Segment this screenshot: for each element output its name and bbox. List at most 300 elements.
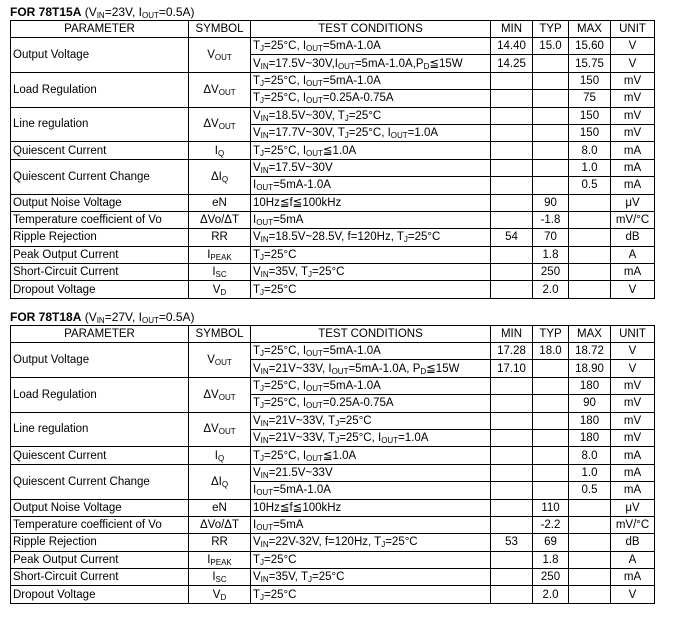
symbol-cell: ΔVo/ΔT <box>189 516 251 533</box>
max-cell: 180 <box>569 429 611 446</box>
unit-cell: V <box>611 281 655 298</box>
subscript: J <box>260 78 265 88</box>
max-cell <box>569 586 611 603</box>
parameter-cell: Output Noise Voltage <box>11 499 189 516</box>
typ-cell: 2.0 <box>533 586 569 603</box>
typ-cell: 250 <box>533 264 569 281</box>
unit-cell: V <box>611 586 655 603</box>
unit-cell: mV/°C <box>611 516 655 533</box>
min-cell <box>491 142 533 159</box>
max-cell <box>569 516 611 533</box>
max-cell: 180 <box>569 412 611 429</box>
max-cell <box>569 264 611 281</box>
conditions-cell: 10Hz≦f≦100kHz <box>251 194 491 211</box>
min-cell <box>491 569 533 586</box>
parameter-cell: Line regulation <box>11 107 189 142</box>
parameter-cell: Output Noise Voltage <box>11 194 189 211</box>
symbol-cell: eN <box>189 499 251 516</box>
unit-cell: A <box>611 246 655 263</box>
table-row <box>11 194 655 211</box>
max-cell: 0.5 <box>569 177 611 194</box>
conditions-cell: 10Hz≦f≦100kHz <box>251 499 491 516</box>
conditions-cell: $V_{IN}=21.5V\sim 33V$ <box>251 464 491 481</box>
unit-cell: mV <box>611 124 655 141</box>
table-row <box>11 447 655 464</box>
min-cell <box>491 177 533 194</box>
conditions-cell: $T_J=25^\circ C$, $I_{OUT}≦1.0A$ <box>251 447 491 464</box>
unit-cell: mA <box>611 177 655 194</box>
subscript: OUT <box>306 78 323 88</box>
subscript: OUT <box>214 52 232 62</box>
typ-cell: 2.0 <box>533 281 569 298</box>
table-row <box>11 586 655 603</box>
symbol-cell: $V_{OUT}$ <box>189 343 251 378</box>
subscript: J <box>260 287 265 297</box>
symbol-cell: $\Delta V_{OUT}$ <box>189 107 251 142</box>
subscript: PEAK <box>210 252 232 262</box>
typ-cell: 15.0 <box>533 38 569 55</box>
unit-cell: mV <box>611 90 655 107</box>
typ-cell: 90 <box>533 194 569 211</box>
symbol-cell: $\Delta V_{OUT}$ <box>189 377 251 412</box>
max-cell: 0.5 <box>569 482 611 499</box>
typ-cell: 110 <box>533 499 569 516</box>
max-cell <box>569 246 611 263</box>
subscript: IN <box>96 11 105 20</box>
conditions-cell: $T_J=25^\circ C$, $I_{OUT}≦1.0A$ <box>251 142 491 159</box>
parameter-cell: Output Voltage <box>11 38 189 73</box>
min-cell: 17.28 <box>491 343 533 360</box>
typ-cell <box>533 124 569 141</box>
subscript: D <box>420 366 427 376</box>
table-row <box>11 569 655 586</box>
header-conditions: TEST CONDITIONS <box>251 21 491 38</box>
min-cell: 53 <box>491 534 533 551</box>
subscript: OUT <box>141 316 159 325</box>
symbol-cell: $\Delta I_Q$ <box>189 159 251 194</box>
max-cell <box>569 211 611 228</box>
subscript: J <box>260 96 265 106</box>
unit-cell: mA <box>611 159 655 176</box>
unit-cell: mV <box>611 377 655 394</box>
conditions-cell: $T_J=25^\circ C$, $I_{OUT}=0.25A-0.75A$ <box>251 90 491 107</box>
section-title-conditions: ($V_{IN}=27V$, $I_{OUT}=0.5A$) <box>84 310 195 325</box>
subscript: J <box>381 540 386 550</box>
conditions-cell: $T_J=25^\circ C$, $I_{OUT}=0.25A-0.75A$ <box>251 395 491 412</box>
table-body <box>11 38 655 299</box>
subscript: J <box>260 383 265 393</box>
table-row <box>11 229 655 246</box>
header-row <box>11 21 655 38</box>
subscript: IN <box>96 316 105 325</box>
table-row <box>11 38 655 55</box>
table-row <box>11 281 655 298</box>
min-cell: 14.25 <box>491 55 533 72</box>
unit-cell: mV <box>611 429 655 446</box>
subscript: J <box>308 575 313 585</box>
max-cell: 1.0 <box>569 464 611 481</box>
min-cell <box>491 482 533 499</box>
max-cell <box>569 569 611 586</box>
parameter-cell: Dropout Voltage <box>11 586 189 603</box>
subscript: OUT <box>306 96 323 106</box>
subscript: IN <box>260 436 269 446</box>
conditions-cell: $V_{IN}=22V-32V$, f=120Hz, $T_J=25^\circ C$ <box>251 534 491 551</box>
max-cell <box>569 194 611 211</box>
subscript: D <box>220 287 227 297</box>
parameter-cell: Output Voltage <box>11 343 189 378</box>
typ-cell: 70 <box>533 229 569 246</box>
unit-cell: V <box>611 343 655 360</box>
conditions-cell: $V_{IN}=35V$, $T_J=25^\circ C$ <box>251 569 491 586</box>
subscript: OUT <box>256 218 274 228</box>
symbol-cell: $\Delta V_{OUT}$ <box>189 72 251 107</box>
parameter-cell: Load Regulation <box>11 377 189 412</box>
subscript: OUT <box>337 61 355 71</box>
subscript: OUT <box>306 349 323 359</box>
subscript: OUT <box>256 183 274 193</box>
subscript: OUT <box>381 436 399 446</box>
conditions-cell: $V_{IN}=35V$, $T_J=25^\circ C$ <box>251 264 491 281</box>
table-row <box>11 499 655 516</box>
max-cell: 18.90 <box>569 360 611 377</box>
min-cell <box>491 447 533 464</box>
unit-cell: V <box>611 38 655 55</box>
subscript: OUT <box>218 427 236 437</box>
symbol-cell: eN <box>189 194 251 211</box>
table-row <box>11 464 655 481</box>
max-cell: 150 <box>569 72 611 89</box>
typ-cell: -2.2 <box>533 516 569 533</box>
header-parameter: PARAMETER <box>11 21 189 38</box>
subscript: IN <box>260 270 269 280</box>
min-cell <box>491 194 533 211</box>
min-cell <box>491 107 533 124</box>
header-row <box>11 326 655 343</box>
unit-cell: mV <box>611 107 655 124</box>
subscript: SC <box>215 270 227 280</box>
unit-cell: μV <box>611 499 655 516</box>
table-row <box>11 211 655 228</box>
parameter-cell: Ripple Rejection <box>11 229 189 246</box>
conditions-cell: $I_{OUT}=5mA-1.0A$ <box>251 482 491 499</box>
unit-cell: dB <box>611 534 655 551</box>
max-cell: 18.72 <box>569 343 611 360</box>
parameter-cell: Ripple Rejection <box>11 534 189 551</box>
header-min: MIN <box>491 326 533 343</box>
unit-cell: mV/°C <box>611 211 655 228</box>
typ-cell: 1.8 <box>533 551 569 568</box>
symbol-cell: $I_Q$ <box>189 447 251 464</box>
max-cell <box>569 499 611 516</box>
header-unit: UNIT <box>611 21 655 38</box>
subscript: Q <box>221 174 229 184</box>
min-cell: 14.40 <box>491 38 533 55</box>
typ-cell: 1.8 <box>533 246 569 263</box>
subscript: IN <box>260 131 269 141</box>
parameter-cell: Short-Circuit Current <box>11 569 189 586</box>
typ-cell <box>533 429 569 446</box>
subscript: OUT <box>218 122 236 132</box>
symbol-cell: $V_D$ <box>189 281 251 298</box>
typ-cell <box>533 159 569 176</box>
subscript: J <box>403 235 408 245</box>
typ-cell <box>533 142 569 159</box>
parameter-cell: Short-Circuit Current <box>11 264 189 281</box>
subscript: IN <box>260 418 269 428</box>
parameter-cell: Temperature coefficient of Vo <box>11 211 189 228</box>
conditions-cell: $V_{IN}=18.5V\sim 28.5V$, f=120Hz, $T_J=25^\circ C$ <box>251 229 491 246</box>
table-row <box>11 516 655 533</box>
subscript: J <box>260 453 265 463</box>
subscript: J <box>260 252 265 262</box>
unit-cell: mA <box>611 264 655 281</box>
max-cell: 150 <box>569 124 611 141</box>
table-row <box>11 72 655 89</box>
min-cell <box>491 586 533 603</box>
symbol-cell: $I_Q$ <box>189 142 251 159</box>
subscript: Q <box>217 453 225 463</box>
typ-cell <box>533 107 569 124</box>
typ-cell: 18.0 <box>533 343 569 360</box>
unit-cell: mA <box>611 464 655 481</box>
header-conditions: TEST CONDITIONS <box>251 326 491 343</box>
max-cell: 8.0 <box>569 447 611 464</box>
subscript: J <box>335 436 340 446</box>
unit-cell: mA <box>611 482 655 499</box>
symbol-cell: $I_{PEAK}$ <box>189 551 251 568</box>
spec-table-78t15a <box>10 20 655 299</box>
header-symbol: SYMBOL <box>189 326 251 343</box>
min-cell: 17.10 <box>491 360 533 377</box>
section-title-part: FOR 78T15A <box>10 5 82 19</box>
max-cell: 90 <box>569 395 611 412</box>
max-cell: 150 <box>569 107 611 124</box>
subscript: Q <box>221 479 229 489</box>
header-unit: UNIT <box>611 326 655 343</box>
subscript: J <box>260 349 265 359</box>
min-cell <box>491 429 533 446</box>
subscript: J <box>344 113 349 123</box>
subscript: IN <box>260 575 269 585</box>
min-cell <box>491 124 533 141</box>
conditions-cell: $V_{IN}=17.7V\sim 30V$, $T_J=25^\circ C$, $I_{OUT}=1.0A$ <box>251 124 491 141</box>
conditions-cell: $T_J=25^\circ C$ <box>251 586 491 603</box>
symbol-cell: RR <box>189 229 251 246</box>
section-title-part: FOR 78T18A <box>10 310 82 324</box>
subscript: J <box>335 418 340 428</box>
conditions-cell: $I_{OUT}=5mA$ <box>251 211 491 228</box>
unit-cell: mV <box>611 395 655 412</box>
max-cell: 180 <box>569 377 611 394</box>
max-cell: 8.0 <box>569 142 611 159</box>
table-row <box>11 343 655 360</box>
header-min: MIN <box>491 21 533 38</box>
subscript: J <box>260 148 265 158</box>
header-max: MAX <box>569 21 611 38</box>
symbol-cell: RR <box>189 534 251 551</box>
parameter-cell: Quiescent Current <box>11 447 189 464</box>
conditions-cell: $V_{IN}=21V\sim 33V$, $T_J=25^\circ C$ <box>251 412 491 429</box>
max-cell: 1.0 <box>569 159 611 176</box>
parameter-cell: Load Regulation <box>11 72 189 107</box>
parameter-cell: Quiescent Current <box>11 142 189 159</box>
typ-cell <box>533 72 569 89</box>
subscript: J <box>260 592 265 602</box>
subscript: J <box>260 557 265 567</box>
table-body <box>11 343 655 604</box>
header-parameter: PARAMETER <box>11 326 189 343</box>
parameter-cell: Temperature coefficient of Vo <box>11 516 189 533</box>
parameter-cell: Peak Output Current <box>11 551 189 568</box>
unit-cell: V <box>611 55 655 72</box>
typ-cell: -1.8 <box>533 211 569 228</box>
unit-cell: mA <box>611 569 655 586</box>
max-cell: 15.60 <box>569 38 611 55</box>
min-cell <box>491 516 533 533</box>
conditions-cell: $T_J=25^\circ C$ <box>251 551 491 568</box>
subscript: OUT <box>218 87 236 97</box>
conditions-cell: $T_J=25^\circ C$, $I_{OUT}=5mA-1.0A$ <box>251 377 491 394</box>
symbol-cell: ΔVo/ΔT <box>189 211 251 228</box>
table-row <box>11 377 655 394</box>
min-cell <box>491 377 533 394</box>
min-cell <box>491 395 533 412</box>
subscript: D <box>423 61 430 71</box>
conditions-cell: $V_{IN}=18.5V\sim 30V$, $T_J=25^\circ C$ <box>251 107 491 124</box>
subscript: IN <box>260 366 269 376</box>
subscript: OUT <box>141 11 159 20</box>
typ-cell <box>533 464 569 481</box>
unit-cell: dB <box>611 229 655 246</box>
min-cell <box>491 499 533 516</box>
conditions-cell: $T_J=25^\circ C$ <box>251 281 491 298</box>
spec-table-78t18a <box>10 325 655 604</box>
symbol-cell: $\Delta I_Q$ <box>189 464 251 499</box>
symbol-cell: $I_{SC}$ <box>189 264 251 281</box>
table-row <box>11 534 655 551</box>
table-row <box>11 159 655 176</box>
min-cell <box>491 211 533 228</box>
subscript: IN <box>260 540 269 550</box>
subscript: OUT <box>390 131 408 141</box>
unit-cell: μV <box>611 194 655 211</box>
max-cell: 75 <box>569 90 611 107</box>
typ-cell <box>533 377 569 394</box>
table-row <box>11 412 655 429</box>
min-cell <box>491 246 533 263</box>
unit-cell: mA <box>611 447 655 464</box>
typ-cell <box>533 447 569 464</box>
parameter-cell: Quiescent Current Change <box>11 464 189 499</box>
conditions-cell: $V_{IN}=21V\sim 33V$, $I_{OUT}=5mA-1.0A$, $P_D≦15W$ <box>251 360 491 377</box>
symbol-cell: $I_{PEAK}$ <box>189 246 251 263</box>
subscript: Q <box>217 148 225 158</box>
conditions-cell: $T_J=25^\circ C$, $I_{OUT}=5mA-1.0A$ <box>251 38 491 55</box>
section-title-conditions: ($V_{IN}=23V$, $I_{OUT}=0.5A$) <box>84 5 195 20</box>
subscript: OUT <box>331 366 349 376</box>
typ-cell: 250 <box>533 569 569 586</box>
conditions-cell: $V_{IN}=17.5V\sim 30V$ <box>251 159 491 176</box>
max-cell <box>569 534 611 551</box>
conditions-cell: $T_J=25^\circ C$, $I_{OUT}=5mA-1.0A$ <box>251 72 491 89</box>
symbol-cell: $\Delta V_{OUT}$ <box>189 412 251 447</box>
subscript: IN <box>260 235 269 245</box>
min-cell <box>491 551 533 568</box>
conditions-cell: $I_{OUT}=5mA$ <box>251 516 491 533</box>
max-cell <box>569 229 611 246</box>
section-78t15a <box>10 4 656 299</box>
subscript: OUT <box>306 401 323 411</box>
unit-cell: mV <box>611 412 655 429</box>
parameter-cell: Peak Output Current <box>11 246 189 263</box>
unit-cell: V <box>611 360 655 377</box>
min-cell <box>491 72 533 89</box>
subscript: J <box>344 131 349 141</box>
min-cell: 54 <box>491 229 533 246</box>
typ-cell <box>533 177 569 194</box>
symbol-cell: $I_{SC}$ <box>189 569 251 586</box>
typ-cell <box>533 90 569 107</box>
symbol-cell: $V_D$ <box>189 586 251 603</box>
table-row <box>11 107 655 124</box>
conditions-cell: $T_J=25^\circ C$ <box>251 246 491 263</box>
subscript: J <box>308 270 313 280</box>
max-cell: 15.75 <box>569 55 611 72</box>
typ-cell <box>533 395 569 412</box>
typ-cell <box>533 360 569 377</box>
max-cell <box>569 551 611 568</box>
unit-cell: A <box>611 551 655 568</box>
conditions-cell: $V_{IN}=17.5V\sim 30V,I_{OUT}=5mA-1.0A,P_D≦15W$ <box>251 55 491 72</box>
conditions-cell: $V_{IN}=21V\sim 33V$, $T_J=25^\circ C$, $I_{OUT}=1.0A$ <box>251 429 491 446</box>
subscript: IN <box>260 165 269 175</box>
typ-cell: 69 <box>533 534 569 551</box>
min-cell <box>491 464 533 481</box>
subscript: PEAK <box>210 557 232 567</box>
subscript: J <box>260 44 265 54</box>
subscript: OUT <box>256 523 274 533</box>
typ-cell <box>533 55 569 72</box>
subscript: IN <box>260 61 269 71</box>
unit-cell: mA <box>611 142 655 159</box>
subscript: OUT <box>306 44 323 54</box>
section-title <box>10 4 656 20</box>
subscript: OUT <box>306 383 323 393</box>
subscript: OUT <box>218 392 236 402</box>
unit-cell: mV <box>611 72 655 89</box>
table-row <box>11 246 655 263</box>
subscript: IN <box>260 470 269 480</box>
typ-cell <box>533 412 569 429</box>
subscript: IN <box>260 113 269 123</box>
min-cell <box>491 90 533 107</box>
parameter-cell: Quiescent Current Change <box>11 159 189 194</box>
min-cell <box>491 281 533 298</box>
min-cell <box>491 264 533 281</box>
header-typ: TYP <box>533 326 569 343</box>
table-row <box>11 142 655 159</box>
table-row <box>11 264 655 281</box>
typ-cell <box>533 482 569 499</box>
subscript: J <box>260 401 265 411</box>
subscript: OUT <box>306 148 323 158</box>
subscript: OUT <box>256 488 274 498</box>
header-symbol: SYMBOL <box>189 21 251 38</box>
table-row <box>11 551 655 568</box>
header-typ: TYP <box>533 21 569 38</box>
conditions-cell: $I_{OUT}=5mA-1.0A$ <box>251 177 491 194</box>
